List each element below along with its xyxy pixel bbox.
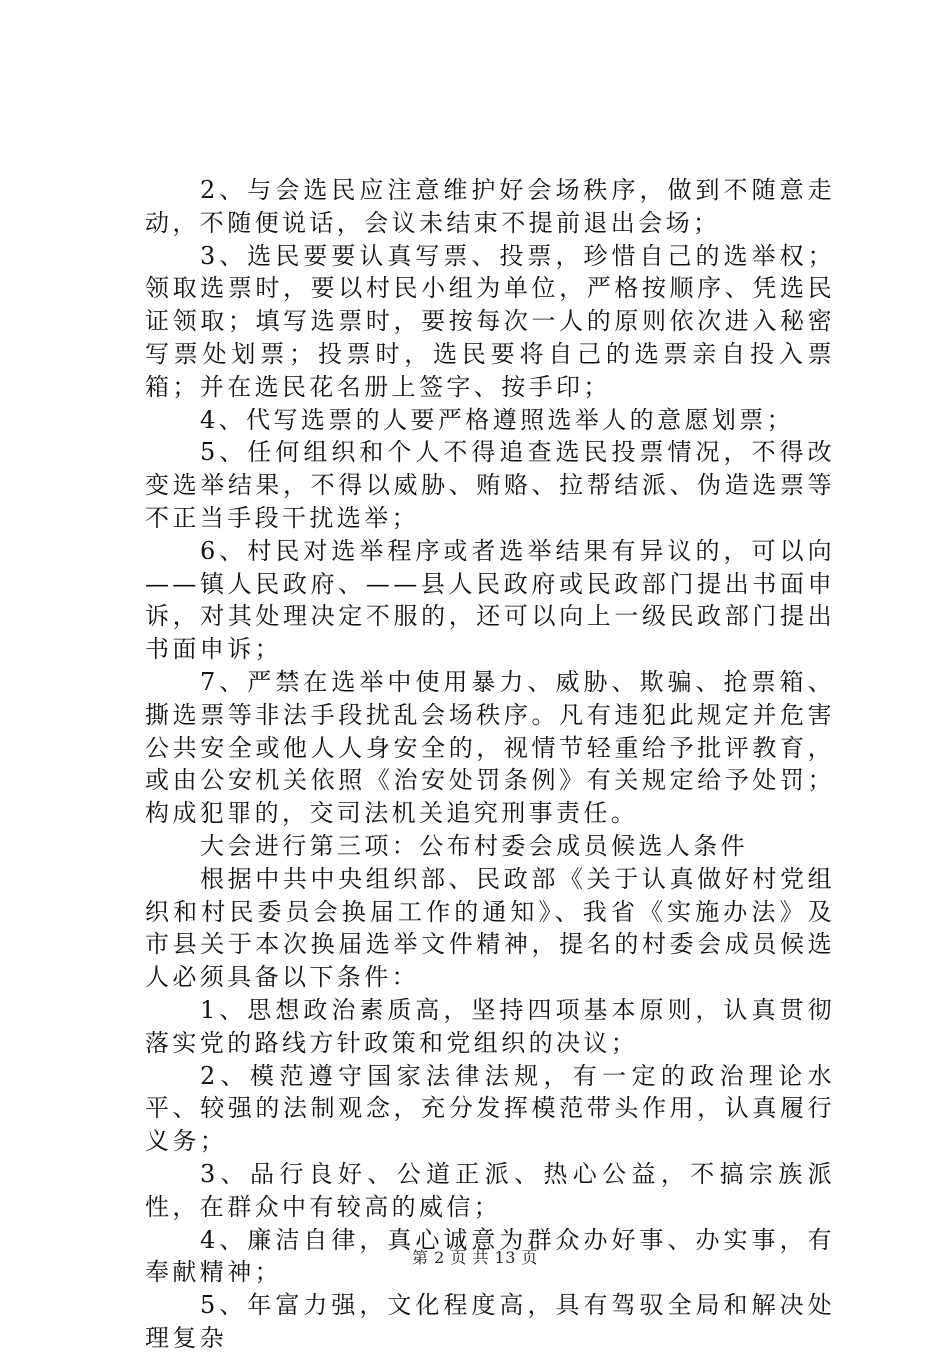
- paragraph: 2、模范遵守国家法律法规，有一定的政治理论水平、较强的法制观念，充分发挥模范带头作用，认真履行义务；: [145, 1061, 835, 1156]
- page-number-footer: 第 2 页 共 13 页: [412, 1248, 538, 1267]
- paragraph: 7、严禁在选举中使用暴力、威胁、欺骗、抢票箱、撕选票等非法手段扰乱会场秩序。凡有违犯此规定并危害公共安全或他人人身安全的，视情节轻重给予批评教育，或由公安机关依照《治安处罚条例》有关规定给予处罚；构成犯罪的，交司法机关追究刑事责任。: [145, 667, 835, 828]
- paragraph: 4、廉洁自律，真心诚意为群众办好事、办实事，有奉献精神；: [145, 1225, 835, 1287]
- paragraph: 根据中共中央组织部、民政部《关于认真做好村党组织和村民委员会换届工作的通知》、我省《实施办法》及市县关于本次换届选举文件精神，提名的村委会成员候选人必须具备以下条件：: [145, 864, 835, 992]
- paragraph: 2、与会选民应注意维护好会场秩序，做到不随意走动，不随便说话，会议未结束不提前退出会场；: [145, 176, 835, 237]
- paragraph: 1、思想政治素质高，坚持四项基本原则，认真贯彻落实党的路线方针政策和党组织的决议；: [145, 995, 835, 1057]
- paragraph: 3、选民要要认真写票、投票，珍惜自己的选举权；领取选票时，要以村民小组为单位，严格按顺序、凭选民证领取；填写选票时，要按每次一人的原则依次进入秘密写票处划票；投票时，选民要将自己的选票亲自投入票箱；并在选民花名册上签字、按手印；: [145, 241, 835, 401]
- paragraph: 6、村民对选举程序或者选举结果有异议的，可以向——镇人民政府、——县人民政府或民政部门提出书面申诉，对其处理决定不服的，还可以向上一级民政部门提出书面申诉；: [145, 536, 835, 664]
- paragraph: 3、品行良好、公道正派、热心公益，不搞宗族派性，在群众中有较高的威信；: [145, 1159, 835, 1221]
- paragraph: 4、代写选票的人要严格遵照选举人的意愿划票；: [200, 405, 795, 434]
- document-body: [145, 174, 835, 1355]
- paragraph: 5、年富力强，文化程度高，具有驾驭全局和解决处理复杂: [145, 1291, 835, 1352]
- section-heading: 大会进行第三项：公布村委会成员候选人条件: [200, 831, 748, 860]
- paragraph: 5、任何组织和个人不得追查选民投票情况，不得改变选举结果，不得以威胁、贿赂、拉帮结派、伪造选票等不正当手段干扰选举；: [145, 438, 835, 532]
